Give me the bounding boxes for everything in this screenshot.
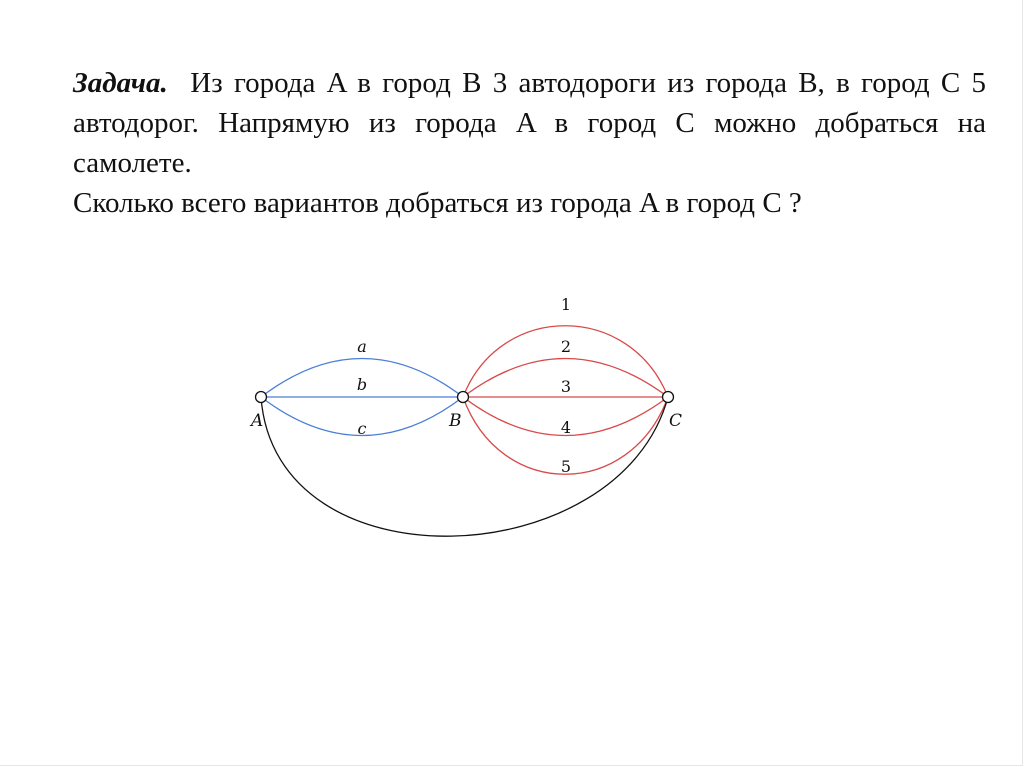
node-b bbox=[458, 392, 469, 403]
edge-label-4: 4 bbox=[560, 418, 572, 437]
node-a bbox=[256, 392, 267, 403]
edge-label-1: 1 bbox=[560, 295, 572, 314]
node-label-c: C bbox=[669, 411, 683, 431]
problem-title: Задача. bbox=[73, 67, 168, 99]
edge-label-a: a bbox=[357, 337, 367, 356]
edge-label-c: c bbox=[357, 419, 367, 438]
edge-label-3: 3 bbox=[560, 377, 572, 396]
node-label-a: A bbox=[251, 411, 264, 431]
edge-label-b: b bbox=[356, 375, 368, 394]
edge-label-5: 5 bbox=[560, 457, 572, 476]
node-label-b: B bbox=[449, 411, 462, 431]
node-c bbox=[663, 392, 674, 403]
problem-question: Сколько всего вариантов добраться из города A в город C ? bbox=[73, 187, 802, 219]
edge-ac-flight bbox=[261, 397, 668, 536]
problem-body: Из города A в город B 3 автодороги из города B, в город C 5 автодорог. Напрямую из города A в город C можно добраться на самолете. bbox=[73, 67, 986, 179]
edge-label-2: 2 bbox=[560, 337, 572, 356]
